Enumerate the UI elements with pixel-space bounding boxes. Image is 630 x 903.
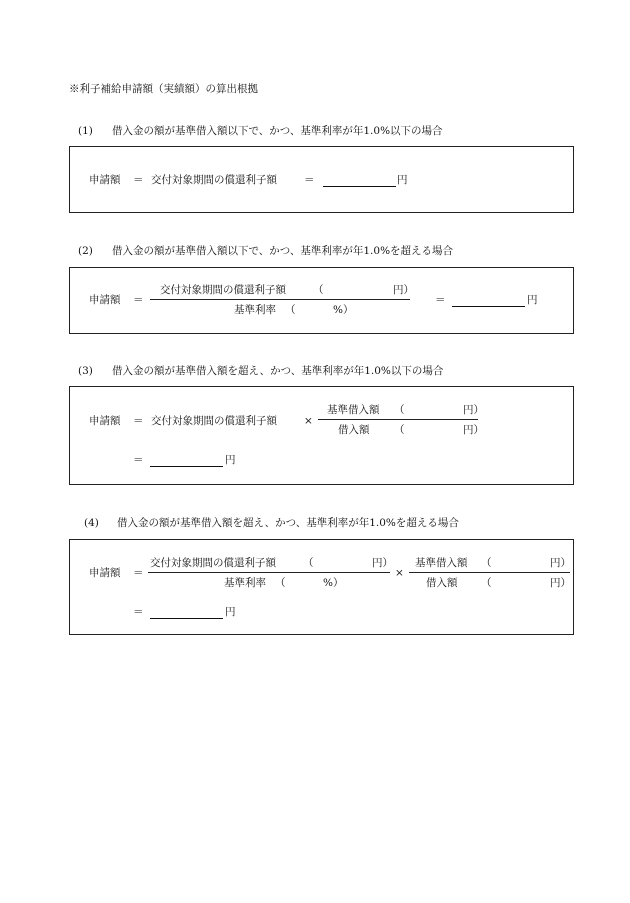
- section-1-formula-box: [69, 146, 574, 213]
- s4-den-kijun-rishiritsu: 基準利率: [224, 577, 266, 589]
- s4-yen: 円: [225, 606, 236, 618]
- s1-hensai-rishi: 交付対象期間の償還利子額: [151, 174, 277, 186]
- s4-fraction-bar-1: [148, 572, 390, 573]
- section-2-heading: 借入金の額が基準借入額以下で、かつ、基準利率が年1.0%を超える場合: [112, 245, 454, 257]
- section-3-heading: 借入金の額が基準借入額を超え、かつ、基準利率が年1.0%以下の場合: [112, 365, 444, 377]
- s3-equals-2: ＝: [133, 454, 144, 466]
- s3-answer-blank: [150, 466, 223, 467]
- s2-equals-2: ＝: [435, 294, 446, 306]
- s3-num-paren-open: （: [394, 404, 405, 416]
- s3-equals: ＝: [133, 415, 144, 427]
- s1-answer-blank: [323, 186, 396, 187]
- s2-label-shinsei: 申請額: [89, 294, 121, 306]
- s4-den2-paren-open: （: [481, 577, 492, 589]
- s4-fraction-bar-2: [409, 572, 570, 573]
- s4-num-hensai-rishi: 交付対象期間の償還利子額: [150, 557, 276, 569]
- s3-hensai-rishi: 交付対象期間の償還利子額: [151, 415, 277, 427]
- s3-num-yen-close: 円）: [463, 404, 484, 416]
- s3-den-paren-open: （: [394, 424, 405, 436]
- section-4-heading: 借入金の額が基準借入額を超え、かつ、基準利率が年1.0%を超える場合: [117, 517, 459, 529]
- s4-num-paren-open: （: [303, 557, 314, 569]
- s3-fraction-bar: [318, 419, 478, 420]
- section-3-number: (3): [78, 365, 93, 377]
- s3-den-yen-close: 円）: [463, 424, 484, 436]
- page-title: ※利子補給申請額（実績額）の算出根拠: [69, 83, 258, 95]
- s1-equals-2: ＝: [304, 174, 315, 186]
- section-1-number: (1): [78, 125, 93, 137]
- s4-den2-kariire: 借入額: [426, 577, 458, 589]
- s2-answer-blank: [452, 306, 525, 307]
- s4-den2-yen-close: 円）: [550, 577, 571, 589]
- s4-den-paren-open: （: [275, 577, 286, 589]
- section-2-formula-box: [69, 267, 574, 334]
- s2-num-hensai-rishi: 交付対象期間の償還利子額: [160, 284, 286, 296]
- s4-times: ×: [395, 567, 404, 579]
- section-4-formula-box: [69, 539, 574, 635]
- s3-num-kijun-kariire: 基準借入額: [327, 404, 380, 416]
- s3-label-shinsei: 申請額: [89, 415, 121, 427]
- section-1-heading: 借入金の額が基準借入額以下で、かつ、基準利率が年1.0%以下の場合: [112, 125, 443, 137]
- s4-num2-kijun-kariire: 基準借入額: [415, 557, 468, 569]
- s3-yen: 円: [225, 454, 236, 466]
- s2-equals: ＝: [133, 294, 144, 306]
- s1-equals: ＝: [133, 174, 144, 186]
- s2-fraction-bar: [150, 299, 410, 300]
- s2-den-kijun-rishiritsu: 基準利率: [234, 304, 276, 316]
- s4-num-yen-close: 円）: [372, 557, 393, 569]
- s4-equals: ＝: [133, 567, 144, 579]
- section-2-number: (2): [78, 245, 93, 257]
- section-3-formula-box: [69, 386, 574, 485]
- s3-den-kariire: 借入額: [338, 424, 370, 436]
- s4-num2-paren-open: （: [481, 557, 492, 569]
- s3-times: ×: [304, 415, 313, 427]
- s4-den-pct-close: %）: [323, 577, 344, 589]
- s2-num-paren-open: （: [313, 284, 324, 296]
- s4-equals-2: ＝: [133, 606, 144, 618]
- s1-yen: 円: [397, 174, 408, 186]
- s2-num-yen-close: 円）: [393, 284, 414, 296]
- s4-label-shinsei: 申請額: [89, 567, 121, 579]
- s4-answer-blank: [150, 618, 223, 619]
- s2-yen: 円: [527, 294, 538, 306]
- s2-den-paren-open: （: [285, 304, 296, 316]
- section-4-number: (4): [84, 517, 99, 529]
- s4-num2-yen-close: 円）: [550, 557, 571, 569]
- s1-label-shinsei: 申請額: [89, 174, 121, 186]
- s2-den-pct-close: %）: [333, 304, 354, 316]
